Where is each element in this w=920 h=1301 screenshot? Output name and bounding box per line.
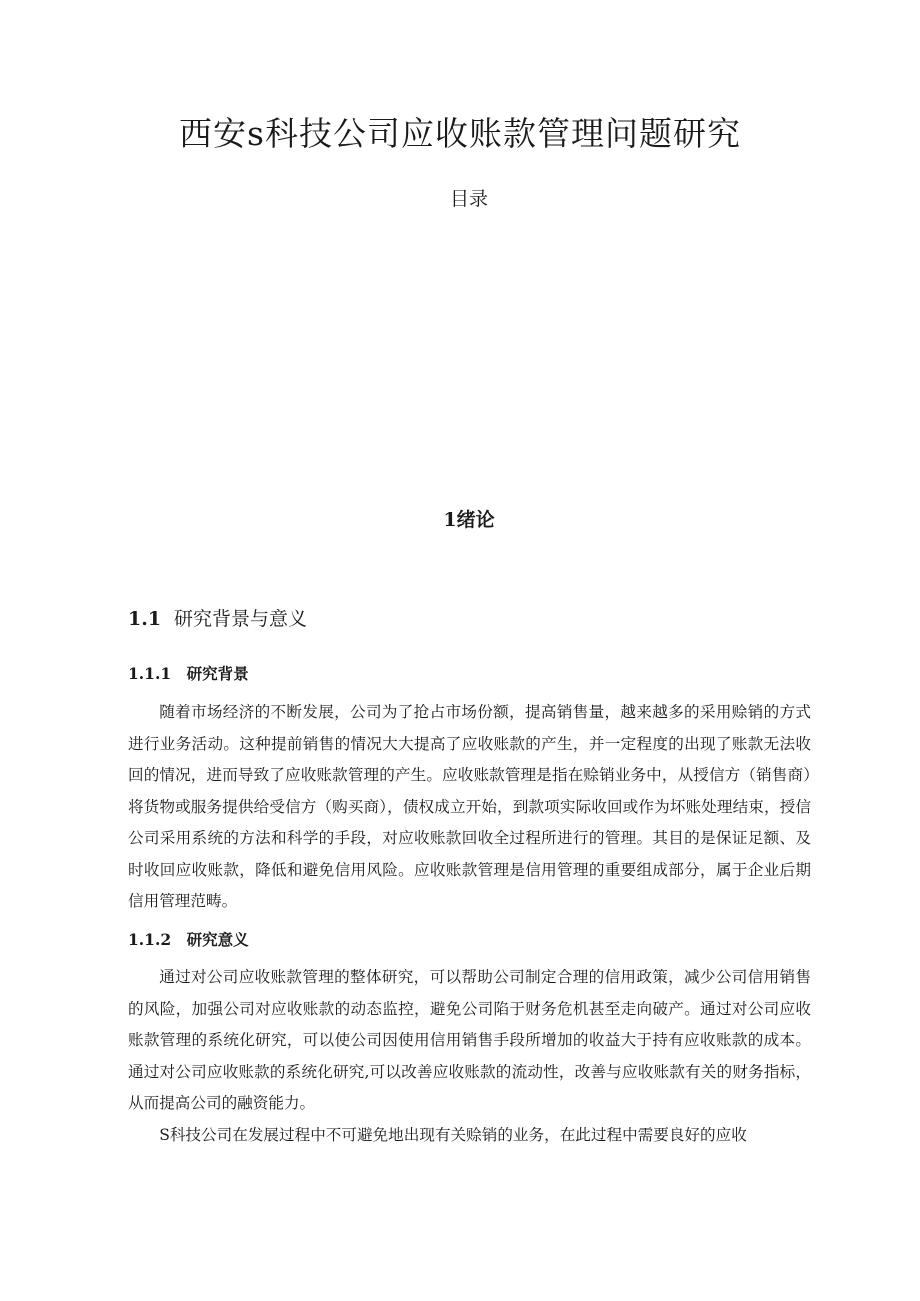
subsection-heading-background [128,662,249,684]
subsection-number: 1.1.1 [128,664,172,683]
paragraph-company: S科技公司在发展过程中不可避免地出现有关赊销的业务，在此过程中需要良好的应收 [159,1126,747,1144]
chapter-heading: 1绪论 [443,509,495,531]
subsection-heading-significance [128,928,249,950]
paragraph-significance: 通过对公司应收账款管理的整体研究，可以帮助公司制定合理的信用政策，减少公司信用销售的风险，加强公司对应收账款的动态监控，避免公司陷于财务危机甚至走向破产。通过对公司应收账款管理的系统化研究，可以使公司因使用信用销售手段所增加的收益大于持有应收账款的成本。通过对公司应收账款的系统化研究,可以改善应收账款的流动性，改善与应收账款有关的财务指标，从而提高公司的融资能力。 [128,968,811,1112]
section-number: 1.1 [128,608,162,630]
subsection-title: 研究背景 [186,664,249,683]
paragraph-background: 随着市场经济的不断发展，公司为了抢占市场份额，提高销售量，越来越多的采用赊销的方式进行业务活动。这种提前销售的情况大大提高了应收账款的产生，并一定程度的出现了账款无法收回的情况，进而导致了应收账款管理的产生。应收账款管理是指在赊销业务中，从授信方（销售商）将货物或服务提供给受信方（购买商），债权成立开始，到款项实际收回或作为坏账处理结束，授信公司采用系统的方法和科学的手段，对应收账款回收全过程所进行的管理。其目的是保证足额、及时收回应收账款，降低和避免信用风险。应收账款管理是信用管理的重要组成部分，属于企业后期信用管理范畴。 [128,703,811,910]
section-heading [128,604,307,631]
section-title: 研究背景与意义 [174,608,308,630]
toc-heading: 目录 [449,188,488,210]
subsection-number: 1.1.2 [128,930,172,949]
subsection-title: 研究意义 [186,930,249,949]
document-title: 西安s科技公司应收账款管理问题研究 [179,114,741,153]
